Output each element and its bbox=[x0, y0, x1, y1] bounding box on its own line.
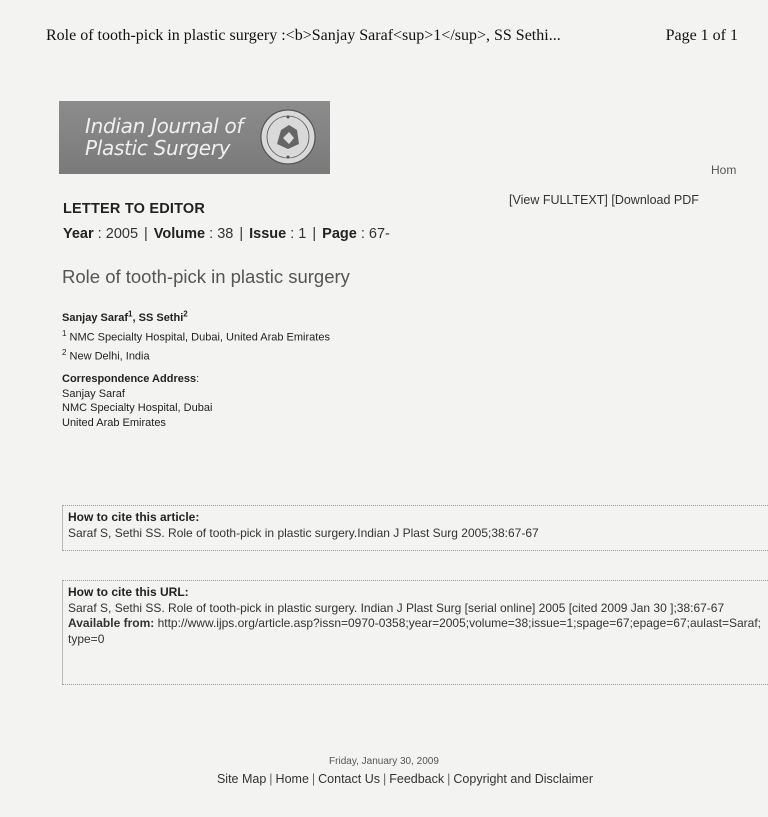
article-url-link[interactable]: http://www.ijps.org/article.asp?issn=0970-0358;year=2005;volume=38;issue=1;spage=67;epage=67;aulast=Saraf;type=0 bbox=[68, 616, 762, 646]
site-map-link[interactable]: Site Map bbox=[216, 772, 267, 786]
correspondence-address: Correspondence Address: Sanjay Saraf NMC Specialty Hospital, Dubai United Arab Emirates bbox=[62, 373, 213, 429]
author-name[interactable]: Sanjay Saraf bbox=[62, 311, 129, 324]
section-heading: LETTER TO EDITOR bbox=[63, 201, 206, 217]
affiliation: $^1$ NMC Specialty Hospital, Dubai, United Arab Emirates bbox=[62, 328, 330, 344]
journal-logo[interactable] bbox=[59, 101, 330, 174]
article-title: Role of tooth-pick in plastic surgery bbox=[62, 266, 350, 287]
view-fulltext-link[interactable]: [View FULLTEXT] bbox=[509, 193, 608, 207]
year-value: 2005 bbox=[105, 226, 139, 242]
footer-home-link[interactable]: Home bbox=[275, 772, 309, 786]
page-label: Page bbox=[322, 226, 357, 242]
authors-block: Sanjay Saraf$^1$, SS Sethi$^2$ $^1$ NMC Specialty Hospital, Dubai, United Arab Emirates $^2$ New Delhi, India bbox=[62, 309, 330, 363]
print-header-title: Role of tooth-pick in plastic surgery :<b>Sanjay Saraf<sup>1</sup>, SS Sethi... bbox=[46, 27, 561, 44]
volume-label: Volume bbox=[153, 226, 206, 242]
cite-article-box bbox=[62, 505, 768, 551]
print-header bbox=[46, 27, 738, 45]
available-from-label: Available from: bbox=[68, 616, 155, 630]
correspondence-line: United Arab Emirates bbox=[62, 416, 166, 429]
footer-links: Site Map | Home | Contact Us | Feedback | Copyright and Disclaimer bbox=[216, 772, 594, 786]
cite-url-heading: How to cite this URL: bbox=[68, 585, 189, 599]
cite-article-text: Saraf S, Sethi SS. Role of tooth-pick in plastic surgery.Indian J Plast Surg 2005;38:67-67 bbox=[68, 525, 539, 540]
correspondence-label: Correspondence Address bbox=[62, 373, 197, 385]
issue-value: 1 bbox=[298, 226, 307, 242]
volume-value: 38 bbox=[217, 226, 234, 242]
feedback-link[interactable]: Feedback bbox=[389, 772, 445, 786]
cite-url-text: Saraf S, Sethi SS. Role of tooth-pick in plastic surgery. Indian J Plast Surg [serial online] 2005 [cited 2009 Jan 30 ];38:67-67 bbox=[68, 600, 725, 615]
contact-us-link[interactable]: Contact Us bbox=[318, 772, 380, 786]
journal-logo-text: Indian Journal of Plastic Surgery bbox=[85, 114, 244, 160]
author-name[interactable]: SS Sethi bbox=[138, 311, 184, 324]
correspondence-line: NMC Specialty Hospital, Dubai bbox=[62, 402, 213, 414]
affiliation: $^2$ New Delhi, India bbox=[62, 348, 150, 363]
article-actions bbox=[509, 193, 699, 207]
correspondence-line: Sanjay Saraf bbox=[62, 387, 125, 400]
page-value: 67- bbox=[368, 226, 390, 242]
cite-url-box bbox=[62, 580, 768, 685]
footer-date: Friday, January 30, 2009 bbox=[329, 756, 439, 767]
cite-article-heading: How to cite this article: bbox=[68, 510, 200, 524]
issue-label: Issue bbox=[249, 226, 287, 242]
year-label: Year bbox=[63, 226, 94, 242]
home-link[interactable]: Hom bbox=[711, 163, 737, 177]
print-page-number: Page 1 of 1 bbox=[665, 27, 738, 44]
article-meta: Year : 2005 | Volume : 38 | Issue : 1 | Page : 67- bbox=[63, 226, 390, 242]
journal-seal-icon bbox=[259, 108, 317, 166]
copyright-link[interactable]: Copyright and Disclaimer bbox=[453, 772, 594, 786]
download-pdf-link[interactable]: [Download PDF bbox=[611, 193, 699, 207]
